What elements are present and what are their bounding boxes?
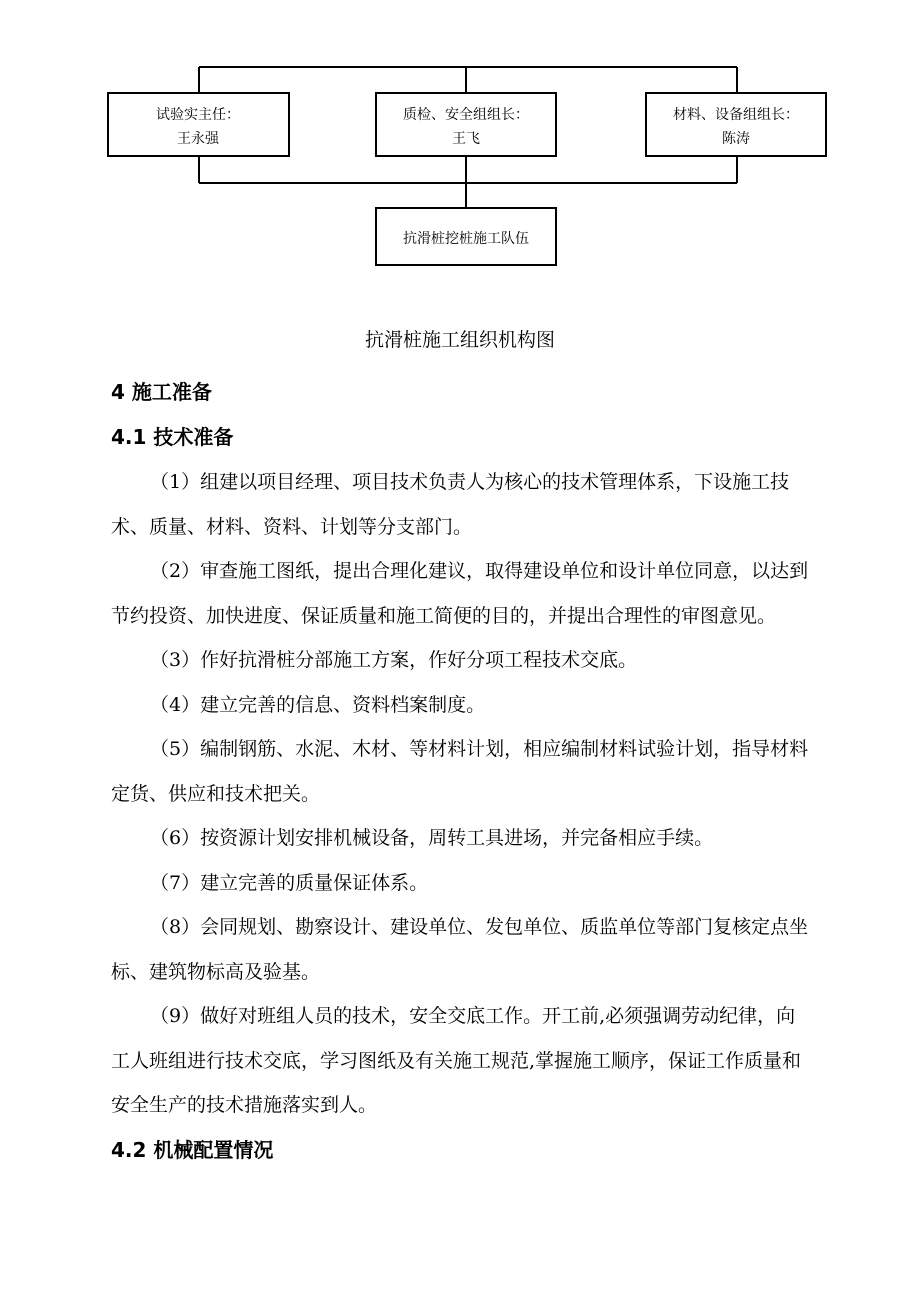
section-heading-4-2: 4.2 机械配置情况: [111, 1137, 274, 1162]
paragraph-item: （6）按资源计划安排机械设备，周转工具进场，并完备相应手续。: [150, 827, 714, 849]
team-box-text: 抗滑桩挖桩施工队伍: [403, 231, 529, 247]
org-chart: [0, 0, 920, 280]
paragraph-item: （4）建立完善的信息、资料档案制度。: [150, 693, 486, 716]
section-heading-4-1: 4.1 技术准备: [111, 425, 234, 449]
paragraph-item: （2）审查施工图纸，提出合理化建议，取得建设单位和设计单位同意，以达到节约投资、加快进度、保证质量和施工简便的目的，并提出合理性的审图意见。: [111, 560, 809, 627]
box-role-text: 材料、设备组组长：: [673, 107, 799, 123]
paragraph-item: （9）做好对班组人员的技术，安全交底工作。开工前,必须强调劳动纪律，向工人班组进行技术交底，学习图纸及有关施工规范,掌握施工顺序，保证工作质量和安全生产的技术措施落实到人。: [111, 1005, 802, 1116]
box-name-text: 陈涛: [722, 131, 750, 147]
box-role-text: 试验实主任：: [156, 107, 240, 123]
chart-caption: 抗滑桩施工组织机构图: [364, 329, 555, 351]
document-body: [111, 370, 811, 1173]
paragraph-item: （8）会同规划、勘察设计、建设单位、发包单位、质监单位等部门复核定点坐标、建筑物标高及验基。: [111, 916, 809, 983]
paragraph-item: （1）组建以项目经理、项目技术负责人为核心的技术管理体系，下设施工技术、质量、材料、资料、计划等分支部门。: [111, 471, 790, 538]
box-role-text: 质检、安全组组长：: [403, 107, 529, 123]
box-name-text: 王永强: [177, 131, 219, 147]
paragraph-item: （7）建立完善的质量保证体系。: [150, 871, 429, 894]
box-name-text: 王飞: [452, 131, 480, 147]
paragraph-item: （3）作好抗滑桩分部施工方案，作好分项工程技术交底。: [150, 649, 638, 671]
section-heading-4: 4 施工准备: [111, 380, 212, 404]
paragraph-item: （5）编制钢筋、水泥、木材、等材料计划，相应编制材料试验计划，指导材料定货、供应和技术把关。: [111, 738, 809, 805]
